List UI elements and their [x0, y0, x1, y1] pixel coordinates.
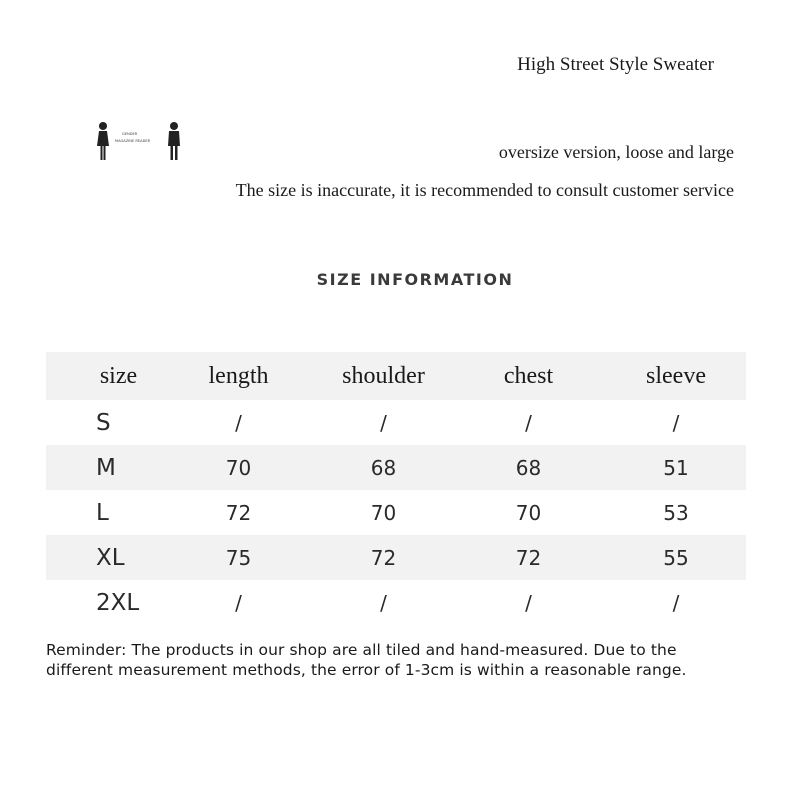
length-cell: 70	[225, 455, 252, 480]
sleeve-cell: 55	[663, 545, 689, 570]
shoulder-cell: /	[380, 410, 387, 435]
sleeve-cell: /	[672, 590, 680, 615]
chest-cell: 68	[515, 455, 542, 480]
length-cell: 72	[225, 500, 252, 525]
reminder-line-2: different measurement methods, the error of 1-3cm is within a reasonable range.	[46, 661, 687, 679]
page-title: High Street Style Sweater	[517, 54, 714, 75]
chest-cell: /	[525, 410, 532, 435]
section-heading: SIZE INFORMATION	[316, 270, 514, 289]
shoulder-cell: 72	[370, 545, 397, 570]
sleeve-cell: 51	[663, 455, 689, 480]
table-row	[46, 445, 746, 490]
column-header-size: size	[99, 362, 138, 389]
female-figure-icon	[97, 122, 109, 160]
table-header-row	[46, 352, 746, 400]
length-cell: 75	[225, 545, 252, 570]
column-header-chest: chest	[503, 362, 554, 389]
chest-cell: 72	[515, 545, 542, 570]
length-cell: /	[235, 590, 242, 615]
size-cell: S	[96, 409, 111, 436]
subtitle-consult: The size is inaccurate, it is recommended to consult customer service	[235, 180, 734, 200]
chest-cell: 70	[515, 500, 542, 525]
shoulder-cell: 70	[370, 500, 397, 525]
size-cell: M	[96, 454, 116, 481]
size-cell: XL	[96, 544, 125, 571]
gender-caption-line-2: MAGAZINE READER	[115, 139, 151, 143]
gender-caption-line-1: GENDER	[122, 132, 138, 136]
sleeve-cell: 53	[663, 500, 689, 525]
chest-cell: /	[525, 590, 532, 615]
subtitle-oversize: oversize version, loose and large	[498, 142, 734, 162]
size-cell: L	[96, 499, 109, 526]
size-cell: 2XL	[96, 589, 140, 616]
table-row	[46, 490, 746, 535]
column-header-length: length	[208, 362, 269, 389]
length-cell: /	[235, 410, 242, 435]
shoulder-cell: /	[380, 590, 387, 615]
table-row	[46, 535, 746, 580]
reminder-line-1: Reminder: The products in our shop are all tiled and hand-measured. Due to the	[46, 641, 677, 659]
table-row	[46, 400, 746, 445]
column-header-sleeve: sleeve	[646, 362, 706, 389]
shoulder-cell: 68	[370, 455, 397, 480]
male-figure-icon	[168, 122, 180, 160]
size-table	[46, 352, 746, 625]
column-header-shoulder: shoulder	[342, 362, 425, 389]
gender-icons	[92, 120, 192, 164]
table-row	[46, 580, 746, 625]
reminder-note	[46, 640, 776, 680]
sleeve-cell: /	[672, 410, 680, 435]
